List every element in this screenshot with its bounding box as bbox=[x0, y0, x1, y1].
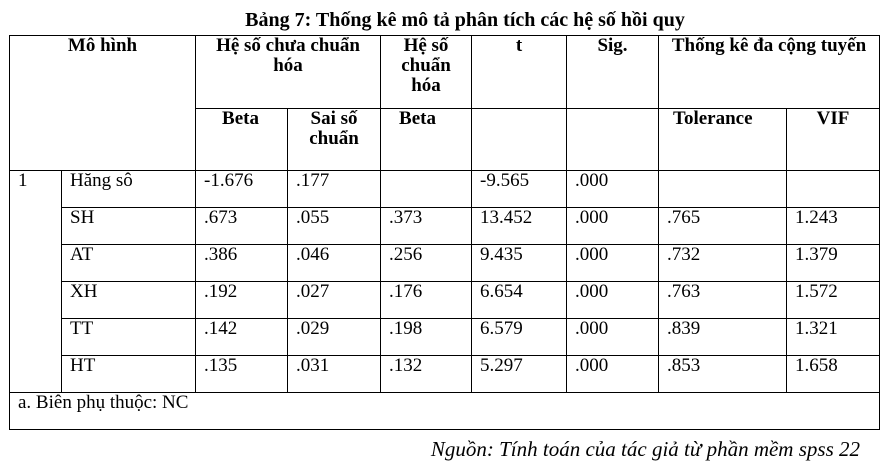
cell-b: .386 bbox=[196, 245, 288, 282]
cell-variable: AT bbox=[62, 245, 196, 282]
header-model: Mô hình bbox=[10, 36, 196, 171]
table-row bbox=[10, 245, 880, 282]
cell-sig: .000 bbox=[567, 171, 659, 208]
cell-vif: 1.243 bbox=[787, 208, 880, 245]
cell-beta bbox=[381, 171, 472, 208]
cell-beta: .198 bbox=[381, 319, 472, 356]
cell-vif bbox=[787, 171, 880, 208]
cell-tolerance: .765 bbox=[659, 208, 787, 245]
subheader-std-beta: Beta bbox=[381, 109, 472, 171]
cell-sig: .000 bbox=[567, 208, 659, 245]
cell-tolerance: .839 bbox=[659, 319, 787, 356]
source-note: Nguồn: Tính toán của tác giả từ phần mềm spss 22 bbox=[430, 437, 860, 461]
cell-vif: 1.379 bbox=[787, 245, 880, 282]
cell-variable: Hăng sô bbox=[62, 171, 196, 208]
cell-vif: 1.572 bbox=[787, 282, 880, 319]
table-row bbox=[10, 282, 880, 319]
cell-b: .192 bbox=[196, 282, 288, 319]
footnote: a. Biên phụ thuộc: NC bbox=[10, 393, 880, 430]
table-row bbox=[10, 319, 880, 356]
cell-tolerance: .763 bbox=[659, 282, 787, 319]
footnote-row bbox=[10, 393, 880, 430]
regression-table bbox=[9, 35, 880, 430]
cell-variable: SH bbox=[62, 208, 196, 245]
cell-t: 6.579 bbox=[472, 319, 567, 356]
cell-t: 13.452 bbox=[472, 208, 567, 245]
cell-t: 5.297 bbox=[472, 356, 567, 393]
cell-std-error: .031 bbox=[288, 356, 381, 393]
subheader-sig-empty bbox=[567, 109, 659, 171]
cell-std-error: .027 bbox=[288, 282, 381, 319]
cell-variable: TT bbox=[62, 319, 196, 356]
header-row bbox=[10, 36, 880, 109]
cell-b: -1.676 bbox=[196, 171, 288, 208]
header-sig: Sig. bbox=[567, 36, 659, 109]
cell-vif: 1.658 bbox=[787, 356, 880, 393]
cell-b: .142 bbox=[196, 319, 288, 356]
cell-std-error: .046 bbox=[288, 245, 381, 282]
header-standardized: Hệ số chuẩn hóa bbox=[381, 36, 472, 109]
cell-beta: .373 bbox=[381, 208, 472, 245]
cell-vif: 1.321 bbox=[787, 319, 880, 356]
cell-std-error: .055 bbox=[288, 208, 381, 245]
cell-std-error: .029 bbox=[288, 319, 381, 356]
subheader-tolerance: Tolerance bbox=[659, 109, 787, 171]
table-row bbox=[10, 356, 880, 393]
cell-sig: .000 bbox=[567, 245, 659, 282]
cell-b: .673 bbox=[196, 208, 288, 245]
cell-variable: HT bbox=[62, 356, 196, 393]
table-row bbox=[10, 171, 880, 208]
cell-sig: .000 bbox=[567, 356, 659, 393]
cell-t: 6.654 bbox=[472, 282, 567, 319]
cell-tolerance: .732 bbox=[659, 245, 787, 282]
cell-tolerance bbox=[659, 171, 787, 208]
subheader-vif: VIF bbox=[787, 109, 880, 171]
model-number: 1 bbox=[10, 171, 62, 393]
cell-beta: .176 bbox=[381, 282, 472, 319]
subheader-t-empty bbox=[472, 109, 567, 171]
cell-beta: .256 bbox=[381, 245, 472, 282]
cell-beta: .132 bbox=[381, 356, 472, 393]
table-row bbox=[10, 208, 880, 245]
cell-sig: .000 bbox=[567, 319, 659, 356]
cell-std-error: .177 bbox=[288, 171, 381, 208]
cell-b: .135 bbox=[196, 356, 288, 393]
cell-t: -9.565 bbox=[472, 171, 567, 208]
cell-t: 9.435 bbox=[472, 245, 567, 282]
subheader-std-error: Sai số chuẩn bbox=[288, 109, 381, 171]
cell-tolerance: .853 bbox=[659, 356, 787, 393]
header-collinearity: Thống kê đa cộng tuyến bbox=[659, 36, 880, 109]
cell-sig: .000 bbox=[567, 282, 659, 319]
header-t: t bbox=[472, 36, 567, 109]
header-unstandardized: Hệ số chưa chuẩn hóa bbox=[196, 36, 381, 109]
cell-variable: XH bbox=[62, 282, 196, 319]
subheader-beta: Beta bbox=[196, 109, 288, 171]
table-title: Bảng 7: Thống kê mô tả phân tích các hệ số hồi quy bbox=[245, 9, 685, 31]
